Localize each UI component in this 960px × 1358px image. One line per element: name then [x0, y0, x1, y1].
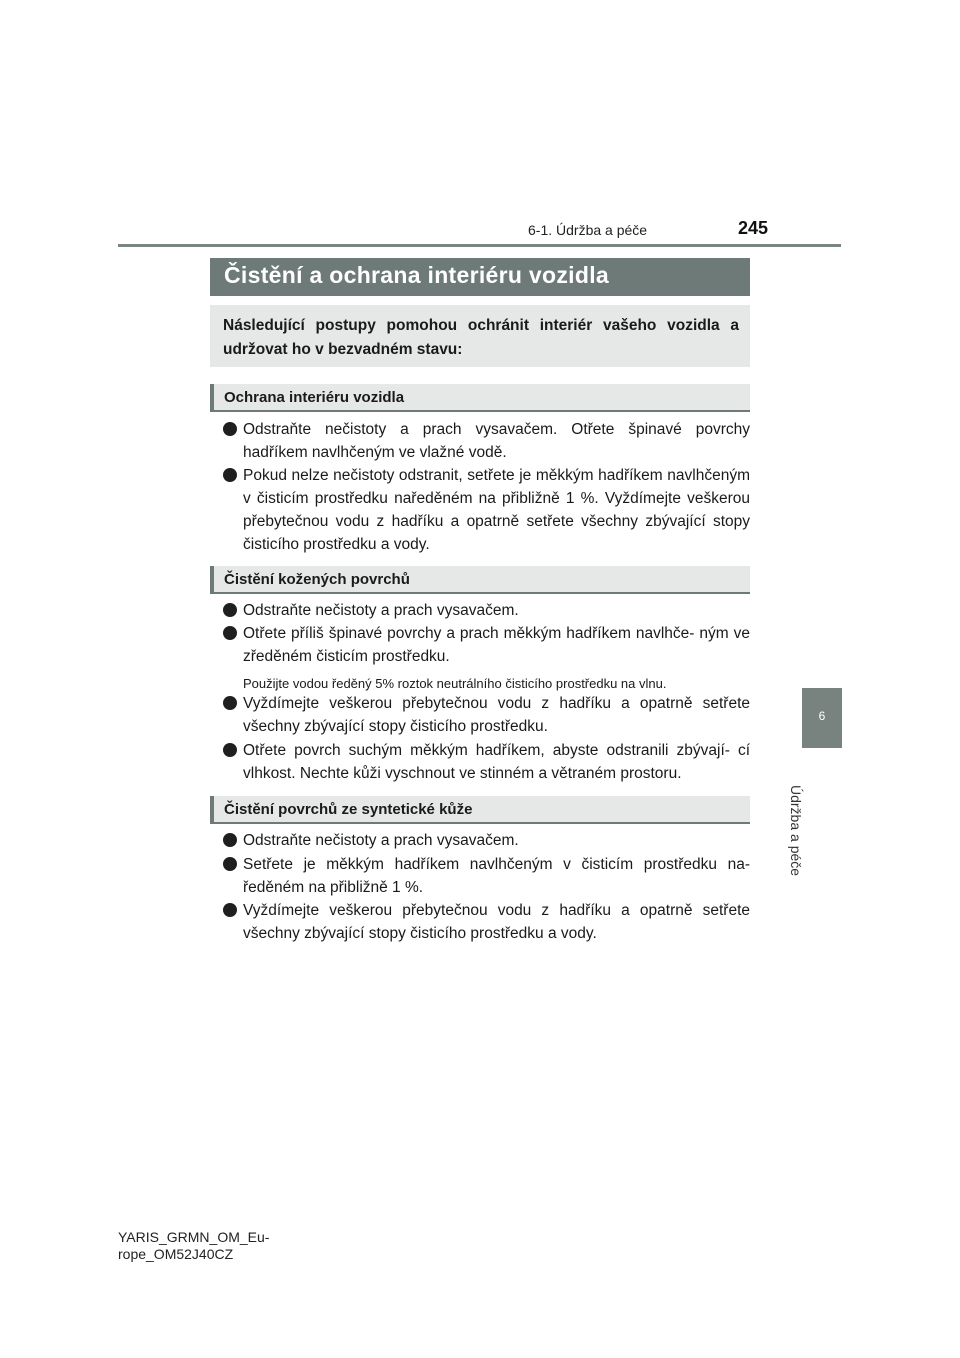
section-heading-synthetic-leather: [210, 796, 750, 824]
list-item: [223, 692, 750, 738]
header-divider: [118, 244, 841, 247]
bullet-icon: [223, 696, 237, 710]
list-item-text: Otřete příliš špinavé povrchy a prach měkkým hadříkem navlhče- ným ve zředěném čisticím prostředku.: [243, 625, 750, 665]
list-item-text: Otřete povrch suchým měkkým hadříkem, abyste odstranili zbývají- cí vlhkost. Nechte kůži vyschnout ve stinném a větraném prostoru.: [243, 742, 750, 782]
document-code-line2: rope_OM52J40CZ: [118, 1246, 234, 1262]
list-item-text: Odstraňte nečistoty a prach vysavačem. Otřete špinavé povrchy hadříkem navlhčeným ve vlažné vodě.: [243, 421, 750, 461]
section-breadcrumb: 6-1. Údržba a péče: [528, 222, 648, 238]
intro-text: Následující postupy pomohou ochránit interiér vašeho vozidla a udržovat ho v bezvadném stavu:: [223, 317, 739, 358]
section-heading-text: Čistění kožených povrchů: [224, 571, 410, 588]
section-heading-protection: [210, 384, 750, 412]
list-item: [223, 599, 750, 622]
page-title: Čistění a ochrana interiéru vozidla: [224, 262, 609, 288]
bullet-icon: [223, 743, 237, 757]
bullet-icon: [223, 468, 237, 482]
section-heading-text: Čistění povrchů ze syntetické kůže: [224, 801, 473, 818]
intro-box: [210, 305, 750, 367]
page-number: 245: [738, 218, 769, 238]
section-heading-leather: [210, 566, 750, 594]
list-item: [223, 853, 750, 899]
list-item-text: Pokud nelze nečistoty odstranit, setřete je měkkým hadříkem navlhčeným v čisticím prostředku naředěném na přibližně 1 %. Vyždímejte veškerou přebytečnou vodu z hadříku a opatrně setřete všechny zbývající stopy čisticího prostředku a vody.: [243, 467, 750, 553]
document-code: [118, 1229, 269, 1263]
list-item-text: Odstraňte nečistoty a prach vysavačem.: [243, 602, 519, 619]
bullet-icon: [223, 857, 237, 871]
document-code-line1: YARIS_GRMN_OM_Eu-: [118, 1229, 270, 1245]
bullet-icon: [223, 626, 237, 640]
page-title-bar: [210, 258, 750, 296]
bullet-icon: [223, 833, 237, 847]
list-item-text: Odstraňte nečistoty a prach vysavačem.: [243, 832, 519, 849]
list-item-text: Vyždímejte veškerou přebytečnou vodu z hadříku a opatrně setřete všechny zbývající stopy čisticího prostředku a vody.: [243, 902, 750, 942]
list-item-text: Vyždímejte veškerou přebytečnou vodu z hadříku a opatrně setřete všechny zbývající stopy čisticího prostředku.: [243, 695, 750, 735]
bullet-icon: [223, 422, 237, 436]
list-item: [223, 622, 750, 668]
list-item: [223, 418, 750, 464]
list-item-text: Setřete je měkkým hadříkem navlhčeným v čisticím prostředku na- ředěném na přibližně 1 %.: [243, 856, 750, 896]
list-item: [223, 829, 750, 852]
bullet-icon: [223, 903, 237, 917]
chapter-number: 6: [818, 709, 826, 723]
chapter-tab: [802, 688, 842, 748]
section-heading-text: Ochrana interiéru vozidla: [224, 389, 405, 406]
note-text: Použijte vodou ředěný 5% roztok neutrálního čisticího prostředku na vlnu.: [243, 676, 667, 691]
chapter-label: Údržba a péče: [788, 785, 804, 877]
list-item: [223, 464, 750, 556]
list-item: [223, 899, 750, 945]
list-item: [223, 739, 750, 785]
bullet-icon: [223, 603, 237, 617]
